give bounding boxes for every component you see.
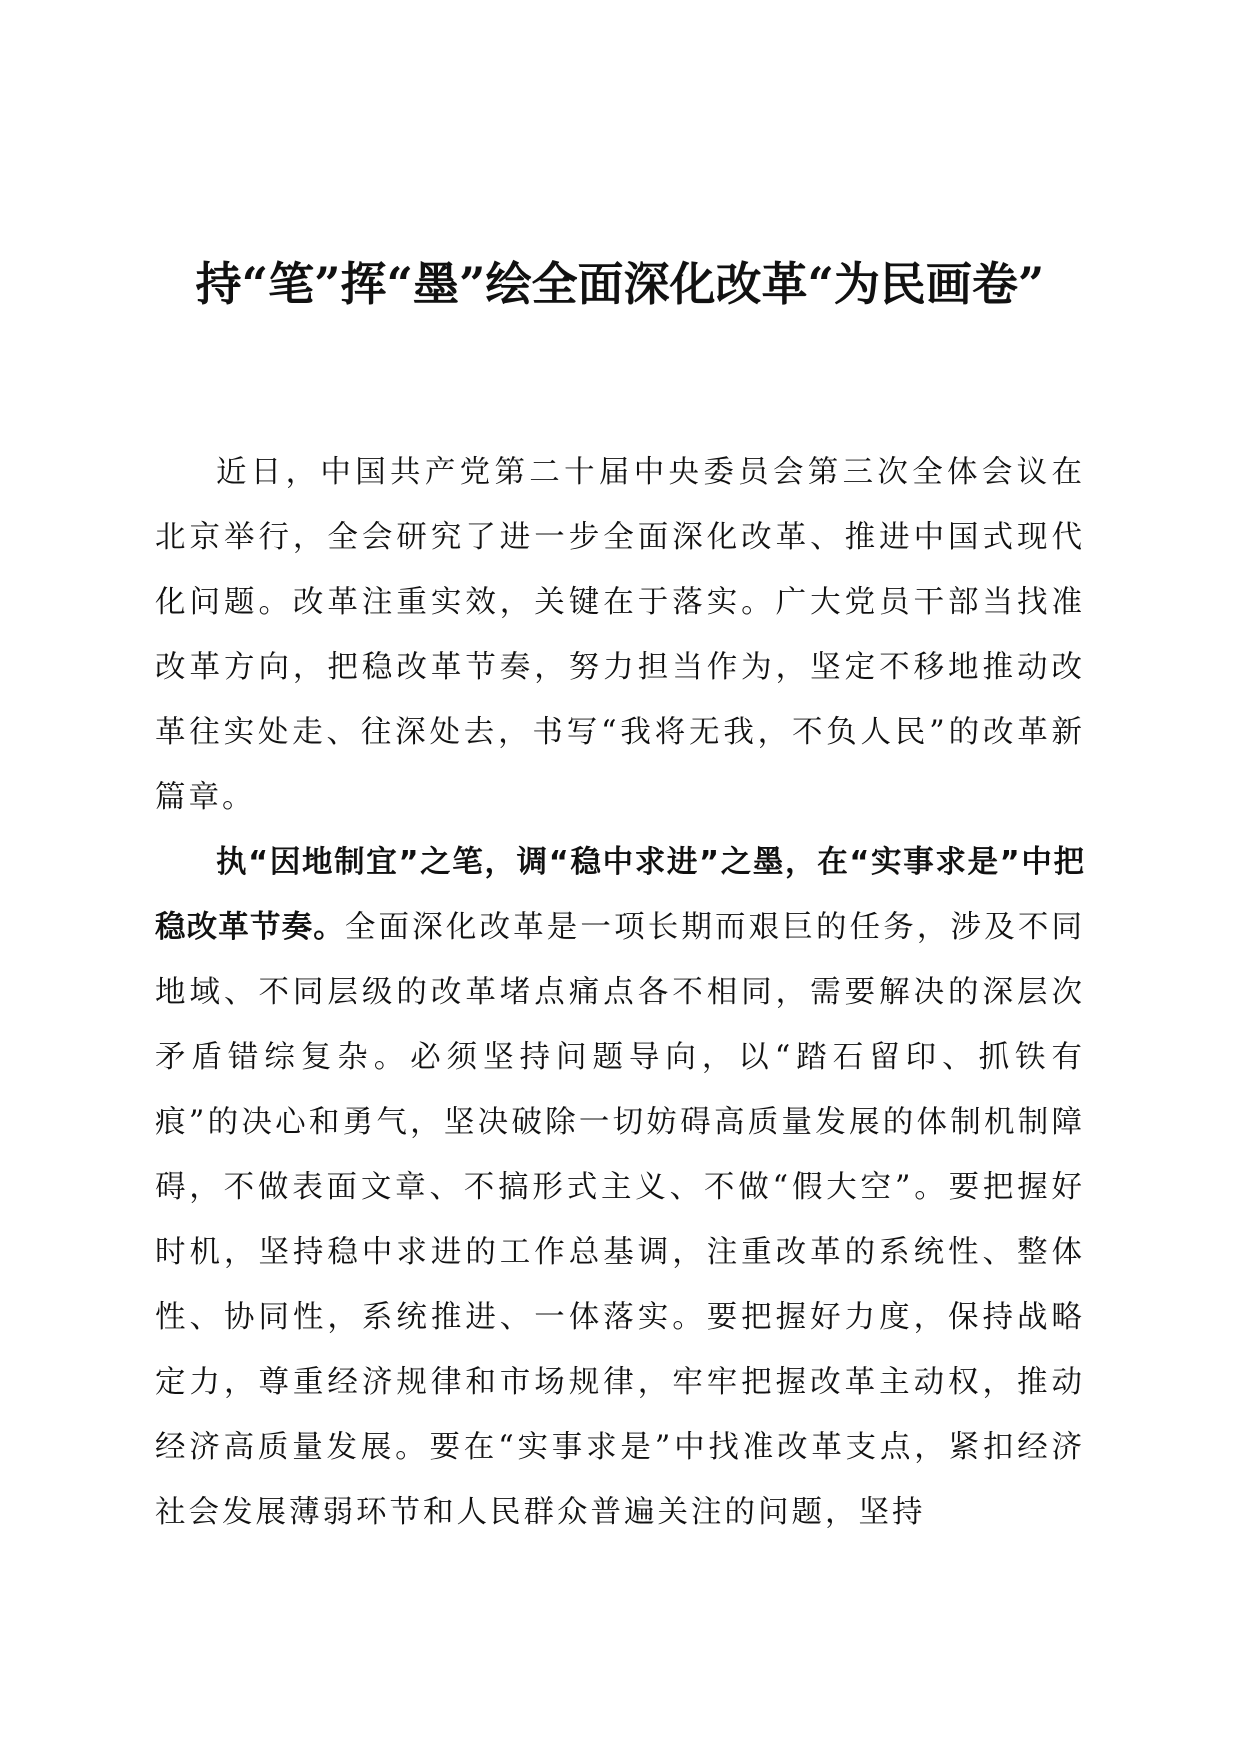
paragraph-intro bbox=[155, 440, 1085, 830]
document-body bbox=[155, 440, 1085, 1545]
paragraph-section-1 bbox=[155, 830, 1085, 1545]
paragraph-lead-heading: 执“因地制宜”之笔，调“稳中求进”之墨，在“实事求是”中把稳改革节奏。 bbox=[155, 845, 1085, 945]
paragraph-text: 全面深化改革是一项长期而艰巨的任务，涉及不同地域、不同层级的改革堵点痛点各不相同，需要解决的深层次矛盾错综复杂。必须坚持问题导向，以“踏石留印、抓铁有痕”的决心和勇气，坚决破除一切妨碍高质量发展的体制机制障碍，不做表面文章、不搞形式主义、不做“假大空”。要把握好时机，坚持稳中求进的工作总基调，注重改革的系统性、整体性、协同性，系统推进、一体落实。要把握好力度，保持战略定力，尊重经济规律和市场规律，牢牢把握改革主动权，推动经济高质量发展。要在“实事求是”中找准改革支点，紧扣经济社会发展薄弱环节和人民群众普遍关注的问题，坚持 bbox=[155, 910, 1086, 1530]
paragraph-text: 近日，中国共产党第二十届中央委员会第三次全体会议在北京举行，全会研究了进一步全面深化改革、推进中国式现代化问题。改革注重实效，关键在于落实。广大党员干部当找准改革方向，把稳改革节奏，努力担当作为，坚定不移地推动改革往实处走、往深处去，书写“我将无我，不负人民”的改革新篇章。 bbox=[155, 455, 1085, 815]
document-title: 持“笔”挥“墨”绘全面深化改革“为民画卷” bbox=[195, 257, 1045, 311]
